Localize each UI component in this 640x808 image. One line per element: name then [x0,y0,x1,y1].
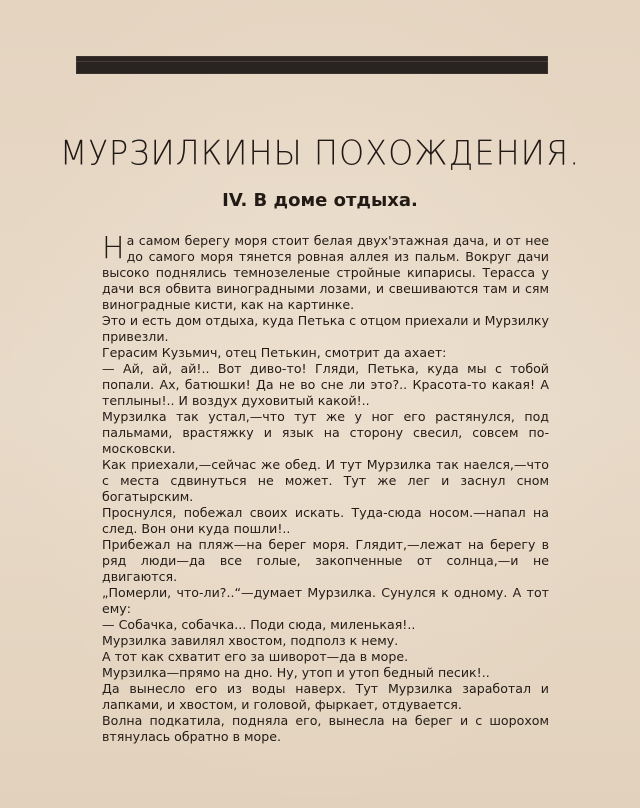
paragraph-4: — Ай, ай, ай!.. Вот диво-то! Гляди, Петька, куда мы с тобой попали. Ах, батюшки! Да не во сне ли это?.. Красота-то какая! А теплыны!.. И воздух духовитый какой!.. [102,361,549,408]
paragraph-7: Проснулся, побежал своих искать. Туда-сюда носом.—напал на след. Вон они куда пошли!.. [102,505,549,536]
paragraph-10: — Собачка, собачка... Поди сюда, миленькая!.. [102,617,416,632]
paragraph-text: а самом берегу моря стоит белая двух'этажная дача, и от нее до самого моря тянется ровная аллея из пальм. Вокруг дачи высоко поднялись темнозеленые стройные кипарисы. Терасса у дачи вся обвита виноградными лозами, и свешиваются там и сям виноградные кисти, как на картинке. [102,233,549,312]
paragraph-2: Это и есть дом отдыха, куда Петька с отцом приехали и Мурзилку привезли. [102,313,549,344]
paragraph-11: Мурзилка завилял хвостом, подполз к нему. [102,633,399,648]
paragraph-6: Как приехали,—сейчас же обед. И тут Мурзилка так наелся,—что с места сдвинуться не может. Тут же лег и заснул сном богатырским. [102,457,549,504]
paragraph-15: Волна подкатила, подняла его, вынесла на берег и с шорохом втянулась обратно в море. [102,713,549,744]
paragraph-1 [102,233,549,313]
paragraph-9: „Померли, что-ли?..“—думает Мурзилка. Сунулся к одному. А тот ему: [102,585,549,616]
paragraph-3: Герасим Кузьмич, отец Петькин, смотрит да ахает: [102,345,447,360]
paragraph-5: Мурзилка так устал,—что тут же у ног его растянулся, под пальмами, врастяжку и язык на сторону свесил, совсем по-московски. [102,409,549,456]
story-text [102,233,549,745]
chapter-title: IV. В доме отдыха. [222,190,418,211]
paragraph-12: А тот как схватит его за шиворот—да в море. [102,649,409,664]
decorative-top-rule [76,56,548,74]
paragraph-13: Мурзилка—прямо на дно. Ну, утоп и утоп бедный песик!.. [102,665,490,680]
drop-cap: Н [102,231,125,266]
paragraph-14: Да вынесло его из воды наверх. Тут Мурзилка заработал и лапками, и хвостом, и головой, фыркает, отдувается. [102,681,549,712]
paragraph-8: Прибежал на пляж—на берег моря. Глядит,—лежат на берегу в ряд люди—да все голые, закопченные от солнца,—и не двигаются. [102,537,549,584]
story-title: МУРЗИЛКИНЫ ПОХОЖДЕНИЯ. [59,133,581,173]
